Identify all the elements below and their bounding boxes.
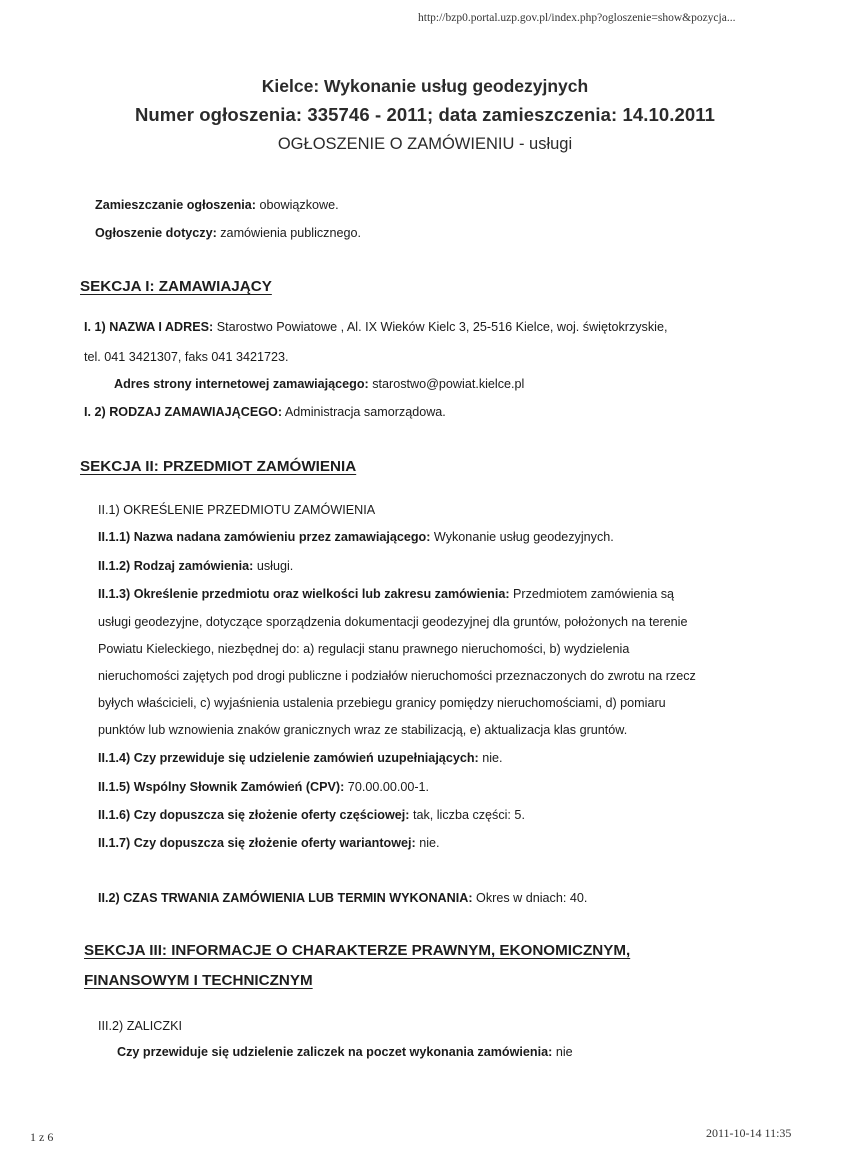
page-url: http://bzp0.portal.uzp.gov.pl/index.php?ogloszenie=show&pozycja... xyxy=(418,12,736,24)
item-1-1-1 xyxy=(98,530,614,544)
item-1-1-2-label: II.1.2) Rodzaj zamówienia: xyxy=(98,559,254,573)
section-1-heading: SEKCJA I: ZAMAWIAJĄCY xyxy=(80,278,272,295)
item-1-1-5-label: II.1.5) Wspólny Słownik Zamówień (CPV): xyxy=(98,780,345,794)
section-3-heading-line-2: FINANSOWYM I TECHNICZNYM xyxy=(84,972,313,989)
advances-question-label: Czy przewiduje się udzielenie zaliczek na poczet wykonania zamówienia: xyxy=(117,1045,553,1059)
item-1-1-7 xyxy=(98,836,440,850)
item-1-1-2 xyxy=(98,559,293,573)
duration-value: Okres w dniach: 40. xyxy=(472,891,588,905)
contracting-type-line xyxy=(84,405,446,419)
item-1-1-3-line-2: usługi geodezyjne, dotyczące sporządzenia dokumentacji geodezyjnej dla gruntów, położonych na terenie xyxy=(98,615,688,629)
item-1-1-3-value: Przedmiotem zamówienia są xyxy=(509,587,675,601)
item-1-1-4 xyxy=(98,751,503,765)
item-1-1-5 xyxy=(98,780,429,794)
item-1-1-3-line-5: byłych właścicieli, c) wyjaśnienia ustalenia przebiegu granicy pomiędzy nieruchomościami, d) pomiaru xyxy=(98,696,666,710)
item-1-1-7-label: II.1.7) Czy dopuszcza się złożenie oferty wariantowej: xyxy=(98,836,416,850)
contracting-type-value: Administracja samorządowa. xyxy=(282,405,446,419)
subject-subheading: II.1) OKREŚLENIE PRZEDMIOTU ZAMÓWIENIA xyxy=(98,503,376,517)
placement-line xyxy=(95,198,339,212)
item-1-1-5-value: 70.00.00.00-1. xyxy=(344,780,430,794)
item-1-1-6 xyxy=(98,808,525,822)
concerns-value: zamówienia publicznego. xyxy=(216,226,361,240)
website-label: Adres strony internetowej zamawiającego: xyxy=(114,377,369,391)
item-1-1-3-line-6: punktów lub wznowienia znaków granicznych wraz ze stabilizacją, e) aktualizacja klas gruntów. xyxy=(98,723,628,737)
name-address-value: Starostwo Powiatowe , Al. IX Wieków Kielc 3, 25-516 Kielce, woj. świętokrzyskie, xyxy=(213,320,668,334)
announcement-type: OGŁOSZENIE O ZAMÓWIENIU - usługi xyxy=(277,135,573,153)
concerns-label: Ogłoszenie dotyczy: xyxy=(95,226,217,240)
item-1-1-4-value: nie. xyxy=(478,751,503,765)
name-address-label: I. 1) NAZWA I ADRES: xyxy=(84,320,214,334)
item-1-1-4-label: II.1.4) Czy przewiduje się udzielenie zamówień uzupełniających: xyxy=(98,751,479,765)
item-1-1-6-value: tak, liczba części: 5. xyxy=(409,808,525,822)
website-line xyxy=(114,377,524,391)
concerns-line xyxy=(95,226,361,240)
announcement-number: Numer ogłoszenia: 335746 - 2011; data zamieszczenia: 14.10.2011 xyxy=(134,104,716,125)
duration-label: II.2) CZAS TRWANIA ZAMÓWIENIA LUB TERMIN WYKONANIA: xyxy=(98,891,473,905)
placement-value: obowiązkowe. xyxy=(255,198,339,212)
item-1-1-3-line-3: Powiatu Kieleckiego, niezbędnej do: a) regulacji stanu prawnego nieruchomości, b) wydzielenia xyxy=(98,642,630,656)
name-address-line xyxy=(84,320,667,334)
item-1-2-duration xyxy=(98,891,587,905)
item-1-1-6-label: II.1.6) Czy dopuszcza się złożenie oferty częściowej: xyxy=(98,808,410,822)
advances-question-value: nie xyxy=(552,1045,573,1059)
item-1-1-1-value: Wykonanie usług geodezyjnych. xyxy=(430,530,614,544)
print-datetime: 2011-10-14 11:35 xyxy=(706,1126,792,1140)
section-2-heading: SEKCJA II: PRZEDMIOT ZAMÓWIENIA xyxy=(80,458,357,475)
advances-question xyxy=(117,1045,573,1059)
placement-label: Zamieszczanie ogłoszenia: xyxy=(95,198,256,212)
item-1-1-3-label: II.1.3) Określenie przedmiotu oraz wielkości lub zakresu zamówienia: xyxy=(98,587,510,601)
phone-line: tel. 041 3421307, faks 041 3421723. xyxy=(84,350,289,364)
item-1-1-7-value: nie. xyxy=(415,836,440,850)
item-1-1-3-line-4: nieruchomości zajętych pod drogi publiczne i podziałów nieruchomości przeznaczonych do zwrotu na rzecz xyxy=(98,669,696,683)
page-number: 1 z 6 xyxy=(30,1130,54,1144)
website-value: starostwo@powiat.kielce.pl xyxy=(368,377,525,391)
item-1-1-3 xyxy=(98,587,674,601)
item-1-1-2-value: usługi. xyxy=(253,559,294,573)
advances-subheading: III.2) ZALICZKI xyxy=(98,1019,182,1033)
section-3-heading-line-1: SEKCJA III: INFORMACJE O CHARAKTERZE PRAWNYM, EKONOMICZNYM, xyxy=(84,942,631,959)
page-title: Kielce: Wykonanie usług geodezyjnych xyxy=(261,76,589,96)
contracting-type-label: I. 2) RODZAJ ZAMAWIAJĄCEGO: xyxy=(84,405,283,419)
item-1-1-1-label: II.1.1) Nazwa nadana zamówieniu przez zamawiającego: xyxy=(98,530,431,544)
